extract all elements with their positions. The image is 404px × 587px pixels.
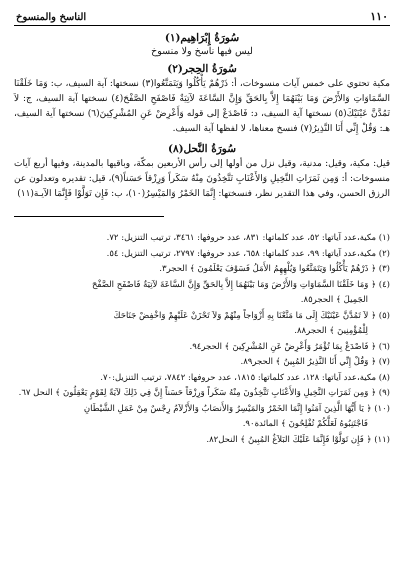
running-title: الناسخ والمنسوخ xyxy=(16,12,87,23)
footnote-10-continuation: فَاجْتَنِبُوهُ لَعَلَّكُمْ تُفْلِحُونَ ﴾ المائدة٩٠. xyxy=(242,419,368,429)
paragraph-nahl: قيل: مكية، وقيل: مدنية، وقيل نزل من أولها إلى رأس الأربعين بمكّة، وباقيها بالمدينة، وفيها أربع آيات منسوخات: أ: وَمِن ثَمَرَاتِ النَّخِيلِ وَالأَعْنَابِ تَتَّخِذُونَ مِنْهُ سَكَراً وَرِزْقاً حَسَناً(٩)، قيل: تقديره وتعدلون عن الرزق الحسن، وفي هذا التقدير نظر، فنسختها: إِنَّمَا الخَمْرُ وَالمَيْسِرُ(١٠)، ب: فَإِن تَوَلَّوْا فَإِنَّمَا الآيـة(١١) xyxy=(14,159,391,199)
page-number: ١١٠ xyxy=(370,10,388,23)
footnote-1: (١) مكية،عدد آياتها: ٥٢، عدد كلماتها: ٨٣١، عدد حروفها: ٣٤٦١، ترتيب التنزيل: ٧٢. xyxy=(106,233,390,243)
footnote-10: (١٠) ﴿ يَا أَيُّهَا الَّذِينَ آمَنُوا إِنَّمَا الخَمْرُ وَالمَيْسِرُ وَالأَنصَابُ وَالأَزْلاَمُ رِجْسٌ مِنْ عَمَلِ الشَّيْطَانِ xyxy=(83,403,390,414)
footnote-3: (٣) ﴿ ذَرْهُمْ يَأْكُلُوا وَيَتَمَتَّعُوا وَيُلْهِهِمُ الأَمَلُ فَسَوْفَ يَعْلَمُونَ ﴾ الحجر٣. xyxy=(159,264,390,274)
footnote-11: (١١) ﴿ فَإِن تَوَلَّوْا فَإِنَّمَا عَلَيْكَ البَلاَغُ المُبِينُ ﴾ النحل٨٢. xyxy=(206,434,390,445)
footnote-2: (٢) مكية،عدد آياتها: ٩٩، عدد كلماتها: ٦٥٨، عدد حروفها: ٢٧٩٧، ترتيب التنزيل: ٥٤. xyxy=(106,248,390,259)
book-page xyxy=(14,10,390,578)
footnote-7: (٧) ﴿ وَقُلْ إِنِّي أَنَا النَّذِيرُ المُبِينُ ﴾ الحجر٨٩. xyxy=(240,357,390,367)
footnote-5: (٥) ﴿ لاَ تَمُدَّنَّ عَيْنَيْكَ إِلَى مَا مَتَّعْنَا بِهِ أَزْوَاجاً مِنْهُمْ وَلاَ تَحْزَنْ عَلَيْهِمْ وَاخْفِضْ جَنَاحَكَ xyxy=(113,310,390,321)
surah-title-hijr: سُورَةُ الحِجر(٢) xyxy=(167,63,237,75)
footnote-4-continuation: الجَمِيلَ ﴾ الحجر٨٥. xyxy=(300,295,368,305)
footnote-4: (٤) ﴿ وَمَا خَلَقْنَا السَّمَاوَاتِ وَالأَرْضَ وَمَا بَيْنَهُمَا إِلاَّ بِالحَقِّ وَإِنَّ السَّاعَةَ لآتِيَةٌ فَاصْفَحِ الصَّفْحَ xyxy=(91,279,390,290)
paragraph-hijr: مكية تحتوي على خمس آيات منسوخات، أ: ذَرْهُمْ يَأْكُلُوا وَيَتَمَتَّعُوا(٣) نسختها: آية السيف، ب: وَمَا خَلَقْنَا السَّمَاوَاتِ وَالأَرْضَ وَمَا بَيْنَهُمَا إِلاَّ بِالحَقِّ وَإِنَّ السَّاعَةَ لآتِيَةٌ فَاصْفَحِ الصَّفْحَ(٤) نسختها آية السيف، ج: لاَ تَمُدَّنَّ عَيْنَيْكَ(٥) نسختها آية السيف، د: فَاصْدَعْ إلى قوله وَأَعْرِضْ عَنِ المُشْرِكِينَ(٦) نسختها آية السيف، هـ: وَقُلْ إِنِّي أَنَا النَّذِيرُ(٧) فنسخ معناها، لا لفظها آية السيف. xyxy=(14,79,390,134)
footnote-separator xyxy=(14,216,164,217)
footnote-5-continuation: لِلْمُؤْمِنِينَ ﴾ الحجر٨٨. xyxy=(294,326,368,336)
surah-note-ibrahim: ليس فيها ناسخ ولا منسوخ xyxy=(151,46,253,57)
footnote-9: (٩) ﴿ وَمِن ثَمَرَاتِ النَّخِيلِ وَالأَعْنَابِ تَتَّخِذُونَ مِنْهُ سَكَراً وَرِزْقاً حَسَناً إِنَّ فِي ذَلِكَ لآيَةً لِقَوْمٍ يَعْقِلُونَ ﴾ النحل ٦٧. xyxy=(18,388,390,398)
footnote-8: (٨) مكية،عدد آياتها: ١٢٨، عدد كلماتها: ١٨١٥، عدد حروفها: ٧٨٤٢، ترتيب التنزيل:٧٠. xyxy=(100,372,390,383)
footnotes xyxy=(14,231,390,448)
page-header xyxy=(14,10,390,26)
surah-title-nahl: سُورَةُ النَّحل(٨) xyxy=(167,143,237,155)
footnote-6: (٦) ﴿ فَاصْدَعْ بِمَا تُؤْمَرُ وَأَعْرِضْ عَنِ المُشْرِكِينَ ﴾ الحجر٩٤. xyxy=(189,341,390,352)
surah-title-ibrahim: سُورَةُ إِبْرَاهِيم(١) xyxy=(164,32,240,44)
